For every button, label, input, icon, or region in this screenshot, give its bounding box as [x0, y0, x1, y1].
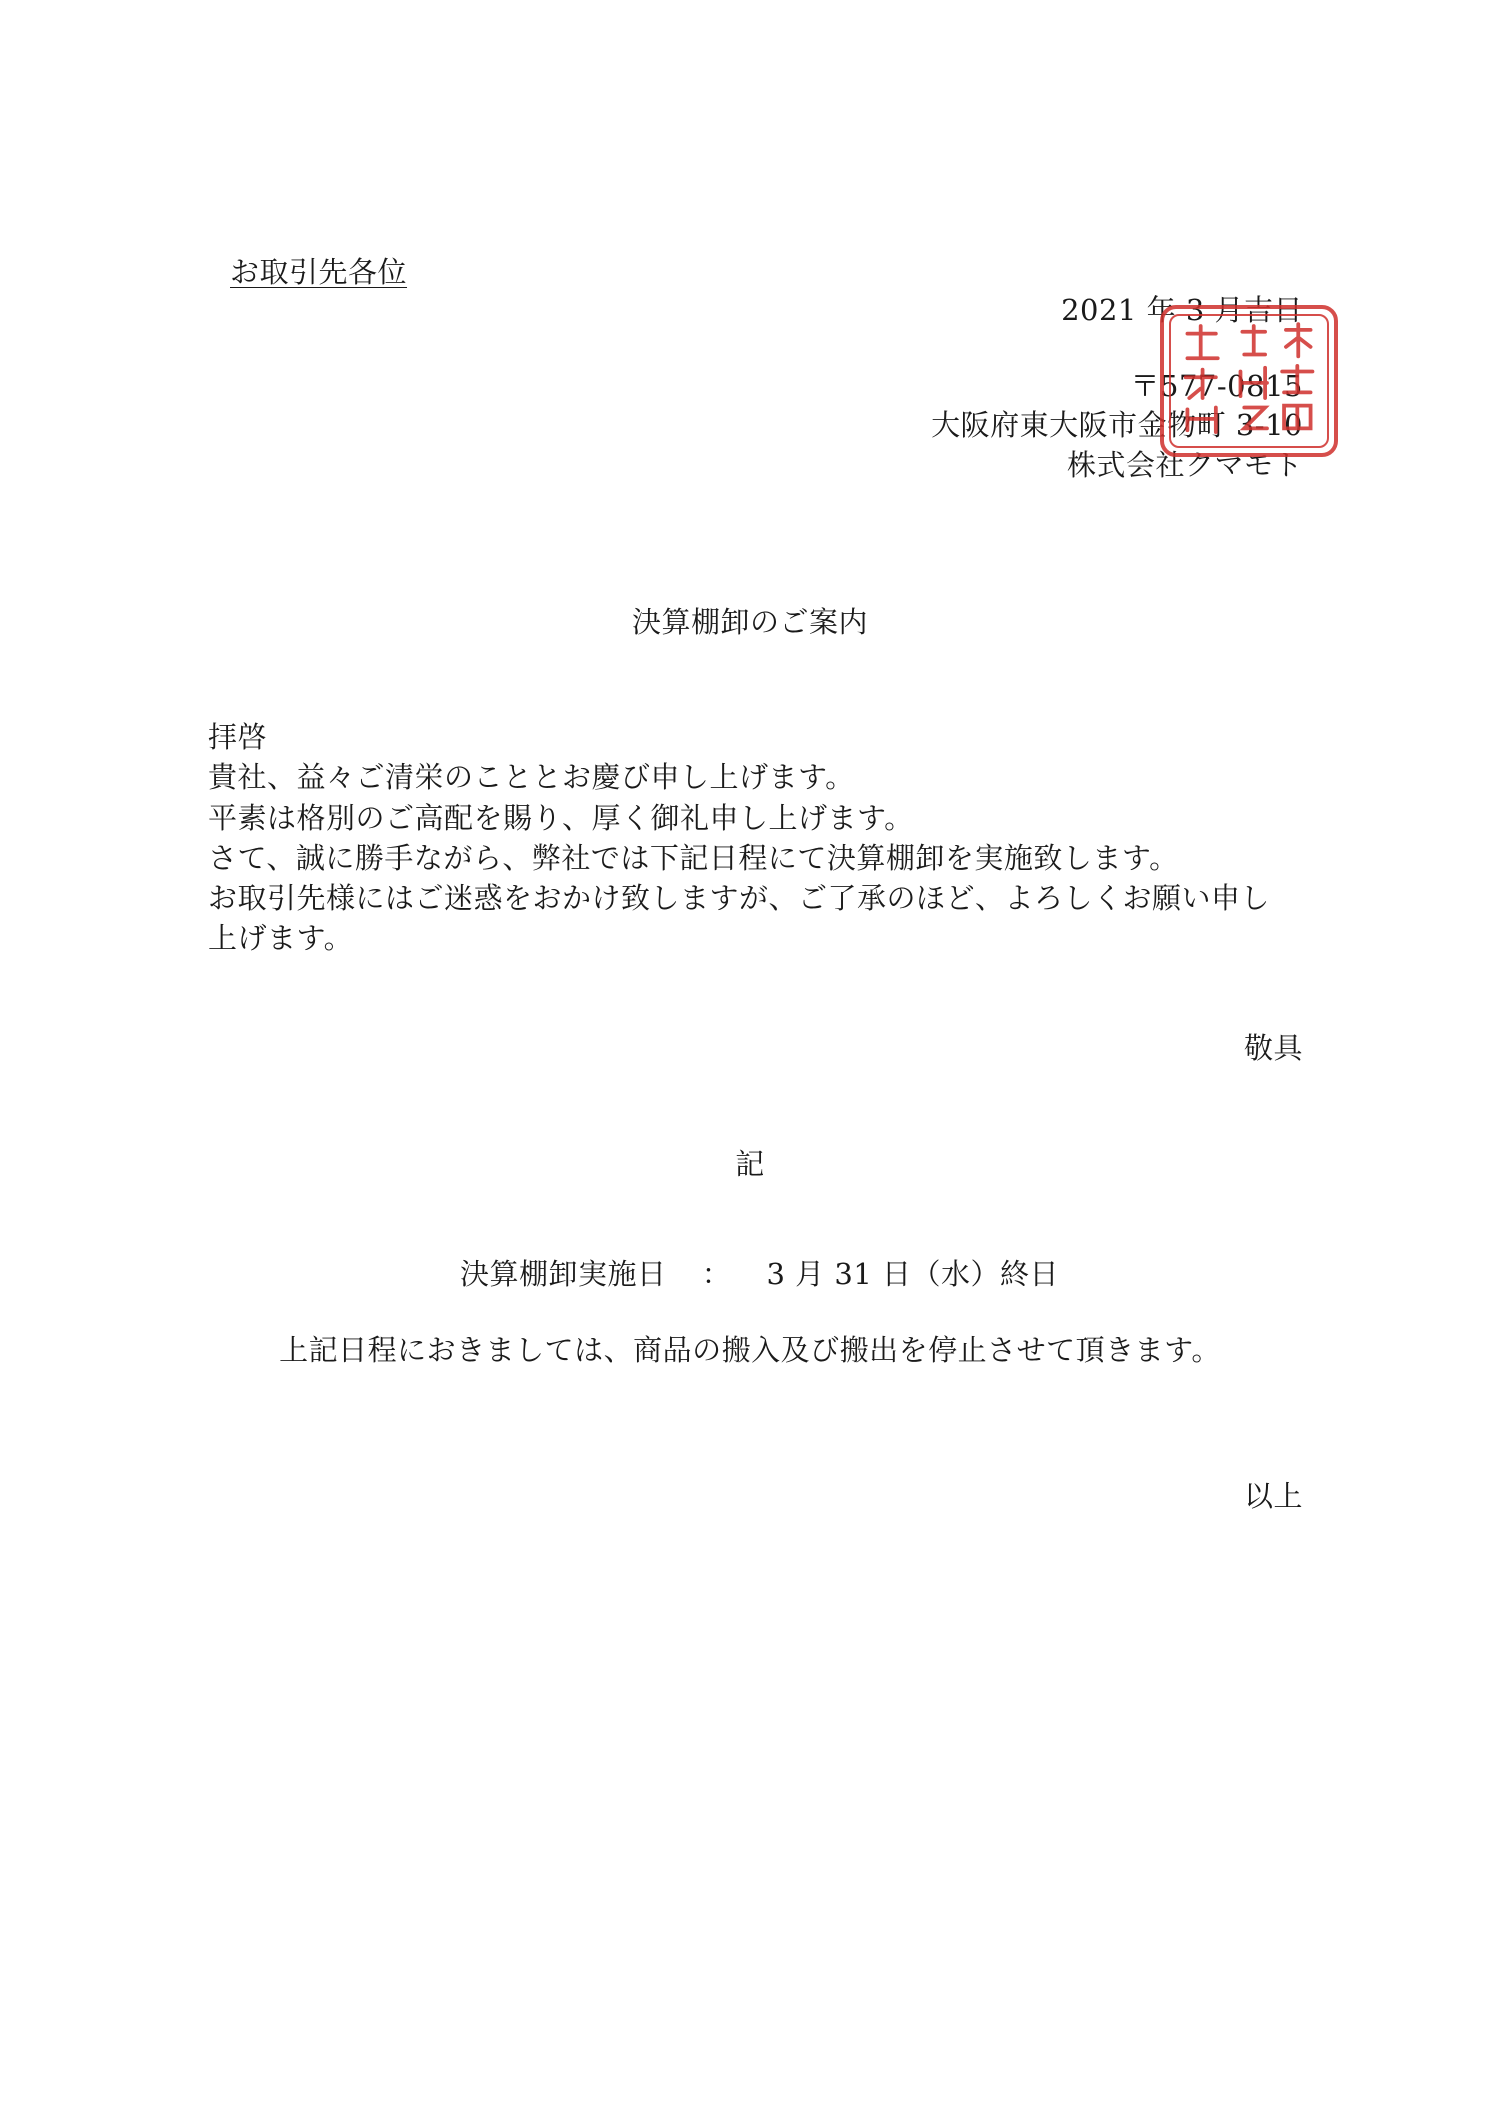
body-line: 平素は格別のご高配を賜り、厚く御礼申し上げます。	[208, 801, 914, 835]
company-name: 株式会社クマモト	[1066, 448, 1303, 482]
body-line: 上げます。	[208, 921, 354, 955]
body-line: お取引先様にはご迷惑をおかけ致しますが、ご了承のほど、よろしくお願い申し	[208, 881, 1271, 915]
body-line-greeting: 拝啓	[208, 720, 268, 754]
company-address: 大阪府東大阪市金物町 3-10	[931, 408, 1303, 442]
closing-ijou: 以上	[1243, 1479, 1303, 1513]
company-seal-stamp	[1160, 305, 1338, 457]
ki-heading: 記	[735, 1147, 765, 1181]
addressee: お取引先各位	[230, 255, 408, 289]
schedule-separator: ：	[701, 1257, 732, 1291]
document-title: 決算棚卸のご案内	[631, 605, 868, 639]
schedule-value: 3 月 31 日（水）終日	[766, 1257, 1060, 1291]
body-line: さて、誠に勝手ながら、弊社では下記日程にて決算棚卸を実施致します。	[208, 841, 1179, 875]
postal-code: 〒577-0815	[1130, 369, 1303, 403]
date: 2021 年 3 月吉日	[1061, 293, 1303, 327]
schedule-note: 上記日程におきましては、商品の搬入及び搬出を停止させて頂きます。	[279, 1333, 1221, 1367]
seal-glyphs	[1164, 309, 1334, 453]
body-line: 貴社、益々ご清栄のこととお慶び申し上げます。	[208, 760, 855, 794]
schedule-line	[460, 1254, 1059, 1294]
schedule-label: 決算棚卸実施日	[460, 1257, 667, 1291]
closing-keigu: 敬具	[1243, 1031, 1303, 1065]
